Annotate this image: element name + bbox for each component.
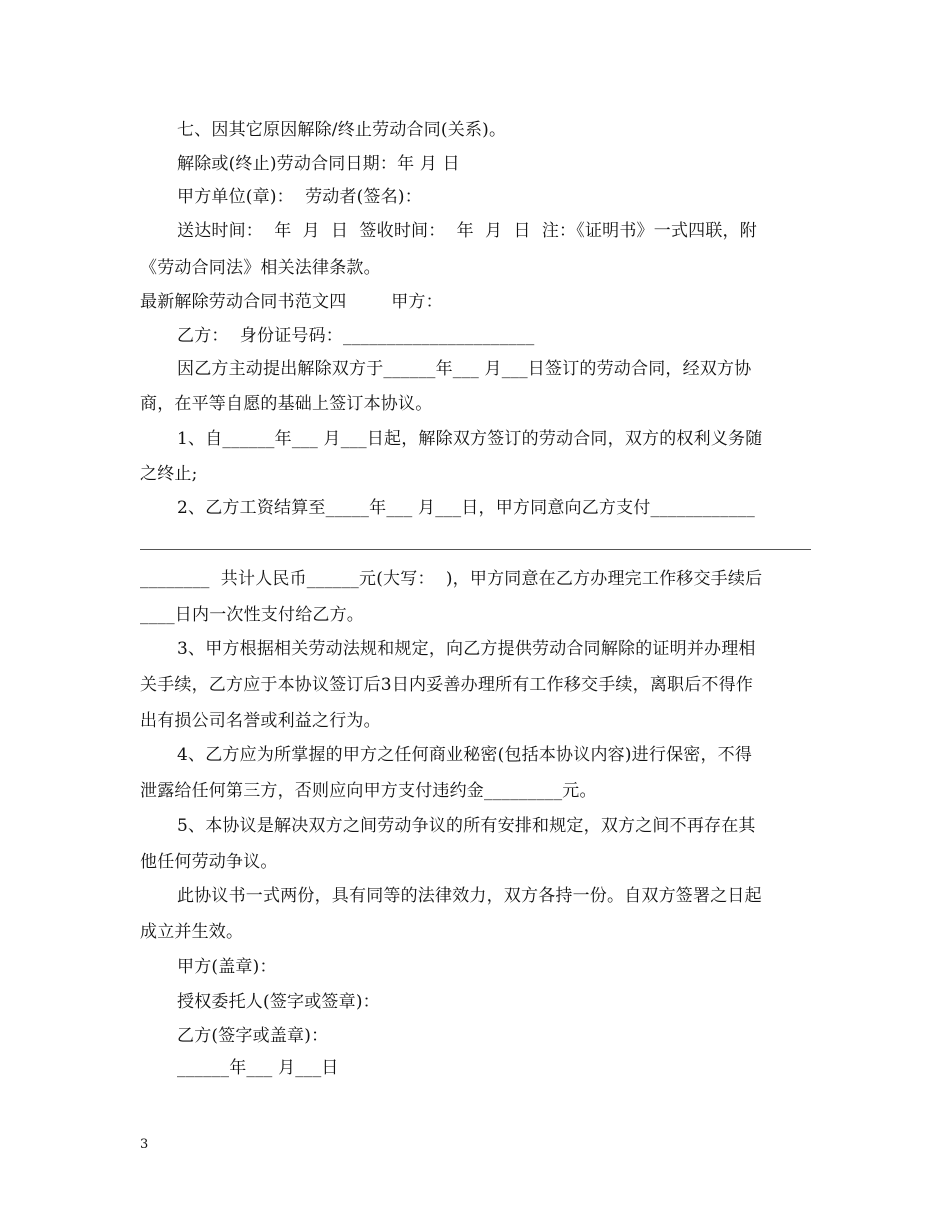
blank-fill-line <box>140 549 811 550</box>
text-line: 送达时间： 年 月 日 签收时间： 年 月 日 注：《证明书》一式四联，附 <box>177 221 757 241</box>
text-line: 甲方单位(章)： 劳动者(签名)： <box>177 187 422 207</box>
text-line: 商，在平等自愿的基础上签订本协议。 <box>140 394 433 414</box>
text-line: 成立并生效。 <box>140 922 244 942</box>
signature-field-label: 乙方(签字或盖章)： <box>177 1026 329 1046</box>
text-line: 乙方： 身份证号码：______________________ <box>177 326 535 346</box>
text-line: 之终止; <box>140 464 198 484</box>
text-line: ________ 共计人民币______元(大写： )，甲方同意在乙方办理完工作移交手续后 <box>140 569 763 589</box>
text-line: 5、本协议是解决双方之间劳动争议的所有安排和规定，双方之间不再存在其 <box>177 816 756 836</box>
signature-field-label: 甲方(盖章)： <box>177 957 277 977</box>
text-line: 此协议书一式两份，具有同等的法律效力，双方各持一份。自双方签署之日起 <box>177 886 762 906</box>
text-line: 1、自______年___ 月___日起，解除双方签订的劳动合同，双方的权利义务随 <box>177 429 763 449</box>
text-line: 出有损公司名誉或利益之行为。 <box>140 711 381 731</box>
text-line: 《劳动合同法》相关法律条款。 <box>140 258 381 278</box>
section-heading: 最新解除劳动合同书范文四 甲方： <box>140 292 443 312</box>
page-number: 3 <box>140 1137 149 1152</box>
text-line: 泄露给任何第三方，否则应向甲方支付违约金_________元。 <box>140 781 597 801</box>
text-line: 2、乙方工资结算至_____年___ 月___日，甲方同意向乙方支付____________ <box>177 498 755 518</box>
text-line: 3、甲方根据相关劳动法规和规定，向乙方提供劳动合同解除的证明并办理相 <box>177 639 756 659</box>
date-field: ______年___ 月___日 <box>177 1058 339 1078</box>
text-line: ____日内一次性支付给乙方。 <box>140 605 364 625</box>
text-line: 七、因其它原因解除/终止劳动合同(关系)。 <box>177 120 507 140</box>
text-line: 他任何劳动争议。 <box>140 852 278 872</box>
text-line: 4、乙方应为所掌握的甲方之任何商业秘密(包括本协议内容)进行保密，不得 <box>177 745 753 765</box>
text-line: 解除或(终止)劳动合同日期：年 月 日 <box>177 154 460 174</box>
signature-field-label: 授权委托人(签字或签章)： <box>177 992 380 1012</box>
text-line: 因乙方主动提出解除双方于______年___ 月___日签订的劳动合同，经双方协 <box>177 359 752 379</box>
text-line: 关手续，乙方应于本协议签订后3日内妥善办理所有工作移交手续，离职后不得作 <box>140 675 754 695</box>
